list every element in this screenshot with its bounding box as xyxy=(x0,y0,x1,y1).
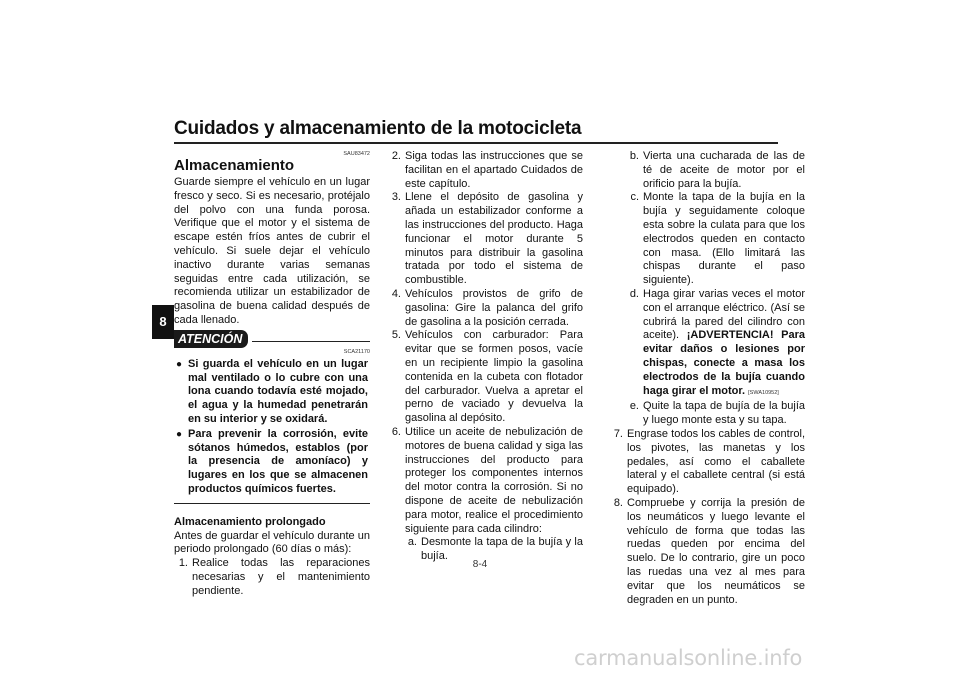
list-item xyxy=(387,191,583,288)
list-text: Utilice un aceite de nebulización de motores de buena calidad y siga las instrucciones del producto para proteger los componentes internos del motor contra la corrosión. Si no dispone de aceite de nebulización para motor, realice el procedimiento siguiente para cada cilindro: xyxy=(405,425,583,535)
list-text: Realice todas las reparaciones necesarias y el mantenimiento pendiente. xyxy=(192,557,370,597)
subsection-intro: Antes de guardar el vehículo durante un periodo prolongado (60 días o más): xyxy=(174,529,370,556)
list-text: Vehículos con carburador: Para evitar que se formen posos, vacíe en un recipiente limpio la gasolina contenida en la cubeta con flotador del carburador. Vuelva a apretar el perno de vaciado y devuelva la gasolina al depósito. xyxy=(405,329,583,425)
bullet-icon: ● xyxy=(176,428,183,440)
list-item xyxy=(387,288,583,329)
attention-header xyxy=(174,330,370,348)
sub-list-body: Haga girar varias veces el motor con el arranque eléctrico. (Así se cubrirá la pared del cilindro con aceite). xyxy=(643,287,805,342)
list-item xyxy=(387,150,583,191)
sub-list-text: Monte la tapa de la bujía en la bujía y seguidamente coloque esta sobre la culata para que los electrodos queden en contacto con masa. (Ello limitará las chispas durante el paso siguiente). xyxy=(643,191,805,287)
bullet-icon: ● xyxy=(176,358,183,370)
sub-list-letter: d. xyxy=(629,287,639,300)
column-2 xyxy=(387,150,583,564)
page-number: 8-4 xyxy=(472,559,488,570)
list-text: Llene el depósito de gasolina y añada un estabilizador conforme a las instrucciones del producto. Haga funcionar el motor durante 5 minutos para distribuir la gasolina tratada por todo el sistema de combustible. xyxy=(405,191,583,287)
subsection-title: Almacenamiento prolongado xyxy=(174,515,326,528)
sub-list-letter: c. xyxy=(630,191,639,204)
sub-list-letter: b. xyxy=(629,150,639,162)
attention-end-rule xyxy=(174,503,370,504)
list-number: 2. xyxy=(391,150,401,162)
list-number: 3. xyxy=(391,191,401,204)
list-text: Siga todas las instrucciones que se facilitan en el apartado Cuidados de este capítulo. xyxy=(405,150,583,190)
watermark: carmanualsonline.info xyxy=(574,646,803,670)
list-item xyxy=(609,428,805,497)
list-item xyxy=(387,329,583,426)
bullet-text: Si guarda el vehículo en un lugar mal ventilado o lo cubre con una lona cuando todavía esté mojado, el agua y la humedad penetrarán en su interior y se oxidará. xyxy=(188,357,368,425)
attention-label: ATENCIÓN xyxy=(174,330,248,348)
attention-rule xyxy=(252,341,370,342)
attention-bullet xyxy=(174,428,370,497)
list-text: Vehículos provistos de grifo de gasolina: Gire la palanca del grifo de gasolina a la posición cerrada. xyxy=(405,287,583,328)
list-number: 8. xyxy=(613,496,623,509)
warning-code: [SWA10952] xyxy=(748,389,779,396)
attention-code: SCA21170 xyxy=(343,348,370,355)
list-number: 1. xyxy=(178,557,188,570)
sub-list-text: Desmonte la tapa de la bujía y la bujía. xyxy=(421,536,583,563)
list-item xyxy=(609,497,805,607)
sub-list-item xyxy=(609,288,805,400)
sub-list-letter: a. xyxy=(407,536,417,549)
sub-list-letter: e. xyxy=(629,400,639,413)
warning-text: ¡ADVERTENCIA! Para evitar daños o lesiones por chispas, conecte a masa los electrodos de la bujía cuando haga girar el motor. xyxy=(643,329,806,397)
list-number: 7. xyxy=(613,427,623,440)
attention-bullet xyxy=(174,358,370,427)
list-number: 5. xyxy=(391,329,401,342)
column-1 xyxy=(174,150,370,599)
bullet-text: Para prevenir la corrosión, evite sótanos húmedos, establos (por la presencia de amoníaco) y lugares en los que se almacenen productos químicos fuertes. xyxy=(188,427,368,495)
list-number: 6. xyxy=(391,425,401,438)
sub-list-item xyxy=(609,400,805,428)
section-title: Almacenamiento xyxy=(174,157,295,174)
list-number: 4. xyxy=(391,287,401,300)
page-title: Cuidados y almacenamiento de la motocicleta xyxy=(174,118,582,139)
list-item xyxy=(387,426,583,536)
header-rule xyxy=(174,142,778,144)
page-header xyxy=(174,118,778,140)
sub-list-text xyxy=(643,288,805,400)
chapter-tab: 8 xyxy=(152,305,174,339)
column-3 xyxy=(609,150,805,607)
sub-list-item xyxy=(609,150,805,191)
list-text: Compruebe y corrija la presión de los neumáticos y luego levante el vehículo de forma que todas las ruedas queden por encima del suelo. De lo contrario, gire un poco las ruedas una vez al mes para evitar que los neumáticos se degraden en un punto. xyxy=(627,496,805,606)
sub-list-text: Quite la tapa de bujía de la bujía y luego monte esta y su tapa. xyxy=(643,400,805,427)
sub-list-text: Vierta una cucharada de las de té de aceite de motor por el orificio para la bujía. xyxy=(643,150,805,190)
section-code: SAU83472 xyxy=(343,151,370,157)
sub-list-item xyxy=(609,191,805,288)
intro-paragraph: Guarde siempre el vehículo en un lugar fresco y seco. Si es necesario, protéjalo del polvo con una funda porosa. Verifique que el motor y el sistema de escape estén fríos antes de cubrir el vehículo. Si suele dejar el vehículo inactivo durante varias semanas seguidas entre cada utilización, se recomienda utilizar un estabilizador de gasolina de buena calidad después de cada llenado. xyxy=(174,176,370,326)
list-item xyxy=(174,557,370,598)
list-text: Engrase todos los cables de control, los pivotes, las manetas y los pedales, así como el caballete lateral y el caballete central (si está equipado). xyxy=(627,427,805,496)
